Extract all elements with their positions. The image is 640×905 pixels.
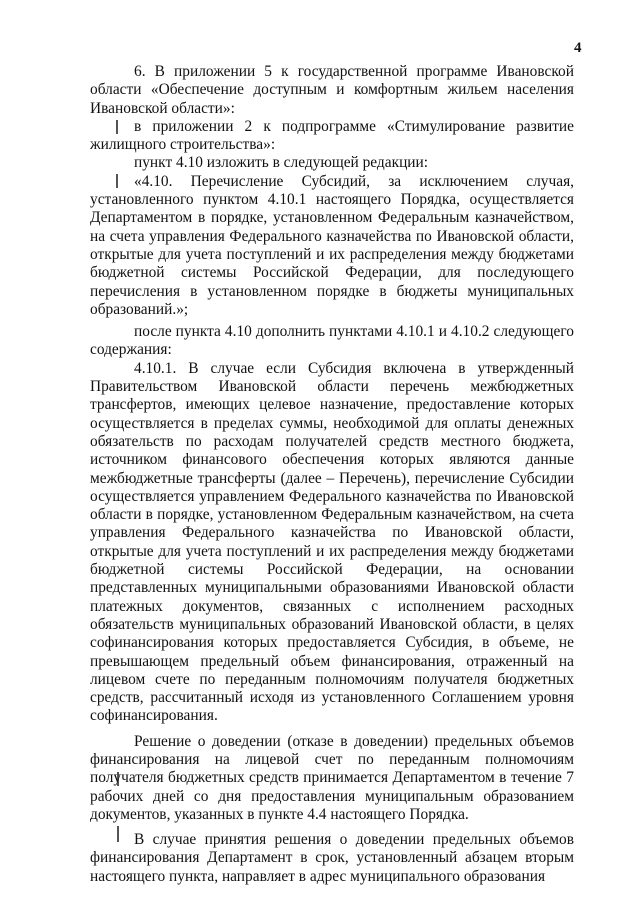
paragraph: 4.10.1. В случае если Субсидия включена в утвержденный Правительством Ивановской области перечень межбюджетных трансфертов, имеющих целевое назначение, предоставление которых осуществляется в пределах суммы, необходимой для оплаты денежных обязательств по расходам получателей средств местного бюджета, источником финансового обеспечения которых являются данные межбюджетные трансферты (далее – Перечень), перечисление Субсидии осуществляется управлением Федерального казначейства по Ивановской области в порядке, установленном Федеральным казначейством, на счета управления Федерального казначейства по Ивановской области, открытые для учета поступлений и их распределения между бюджетами бюджетной системы Российской Федерации, на основании представленных муниципальными образованиями Ивановской области платежных документов, связанных с исполнением расходных обязательств муниципальных образований Ивановской области, в целях софинансирования которых предоставляется Субсидия, в объеме, не превышающем предельный объем финансирования, отраженный на лицевом счете по переданным полномочиям получателя бюджетных средств, рассчитанный исходя из установленного Соглашением уровня софинансирования. [90, 359, 574, 725]
paragraph: «4.10. Перечисление Субсидий, за исключением случая, установленного пунктом 4.10.1 настоящего Порядка, осуществляется Департаментом в порядке, установленном Федеральным казначейством, на счета управления Федерального казначейства по Ивановской области, открытые для учета поступлений и их распределения между бюджетами бюджетной системы Российской Федерации, для последующего перечисления в установленном порядке в бюджеты муниципальных образований.»; [90, 172, 574, 318]
paragraph: в приложении 2 к подпрограмме «Стимулирование развитие жилищного строительства»: [90, 117, 574, 154]
paragraph: В случае принятия решения о доведении предельных объемов финансирования Департамент в срок, установленный абзацем вторым настоящего пункта, направляет в адрес муниципального образования [90, 831, 574, 885]
document-body [90, 63, 574, 886]
paragraph: после пункта 4.10 дополнить пунктами 4.10.1 и 4.10.2 следующего содержания: [90, 323, 574, 359]
paragraph: 6. В приложении 5 к государственной программе Ивановской области «Обеспечение доступным и комфортным жильем населения Ивановской области»: [90, 63, 574, 117]
paragraph: Решение о доведении (отказе в доведении) предельных объемов финансирования на лицевой счет по переданным полномочиям получателя бюджетных средств принимается Департаментом в течение 7 рабочих дней со дня предоставления муниципальным образованием документов, указанных в пункте 4.4 настоящего Порядка. [90, 732, 574, 823]
page-number: 4 [574, 40, 582, 56]
paragraph: пункт 4.10 изложить в следующей редакции: [134, 154, 429, 172]
